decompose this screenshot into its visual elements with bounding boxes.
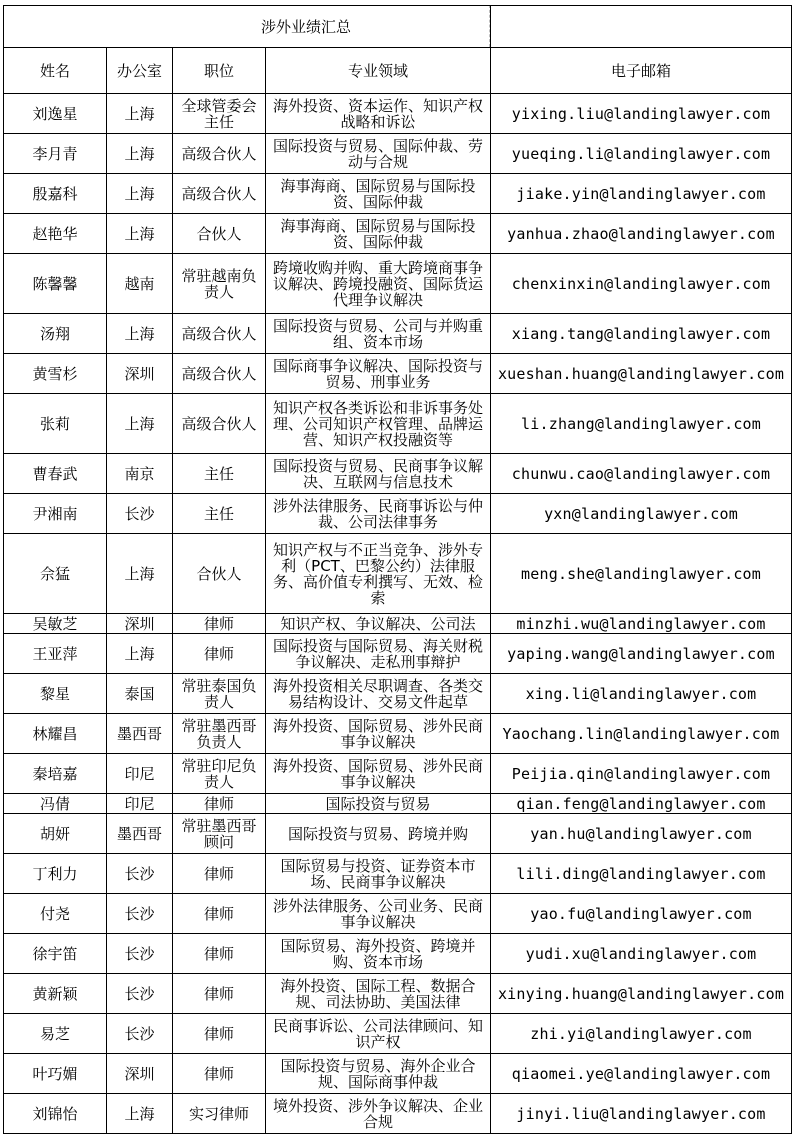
cell-name: 叶巧媚: [4, 1054, 107, 1094]
cell-email: yxn@landinglawyer.com: [491, 494, 792, 534]
cell-expertise: 民商事诉讼、公司法律顾问、知识产权: [266, 1014, 491, 1054]
cell-name: 殷嘉科: [4, 174, 107, 214]
header-email: 电子邮箱: [491, 48, 792, 94]
table-row: [4, 634, 792, 674]
table-row: [4, 794, 792, 814]
cell-name: 刘逸星: [4, 94, 107, 134]
header-row: [4, 48, 792, 94]
cell-position: 常驻越南负责人: [173, 254, 266, 314]
cell-email: meng.she@landinglawyer.com: [491, 534, 792, 614]
header-office: 办公室: [107, 48, 173, 94]
cell-expertise: 知识产权、争议解决、公司法: [266, 614, 491, 634]
cell-office: 上海: [107, 134, 173, 174]
cell-office: 墨西哥: [107, 714, 173, 754]
cell-office: 长沙: [107, 974, 173, 1014]
cell-email: Peijia.qin@landinglawyer.com: [491, 754, 792, 794]
cell-position: 律师: [173, 974, 266, 1014]
cell-office: 上海: [107, 1094, 173, 1134]
cell-email: qian.feng@landinglawyer.com: [491, 794, 792, 814]
cell-name: 冯倩: [4, 794, 107, 814]
cell-email: jinyi.liu@landinglawyer.com: [491, 1094, 792, 1134]
cell-office: 深圳: [107, 614, 173, 634]
cell-name: 曹春武: [4, 454, 107, 494]
cell-name: 张莉: [4, 394, 107, 454]
header-name: 姓名: [4, 48, 107, 94]
table-row: [4, 854, 792, 894]
cell-expertise: 国际商事争议解决、国际投资与贸易、刑事业务: [266, 354, 491, 394]
cell-name: 付尧: [4, 894, 107, 934]
cell-office: 泰国: [107, 674, 173, 714]
cell-expertise: 国际投资与贸易、民商事争议解决、互联网与信息技术: [266, 454, 491, 494]
table-row: [4, 814, 792, 854]
cell-office: 长沙: [107, 1014, 173, 1054]
cell-expertise: 涉外法律服务、民商事诉讼与仲裁、公司法律事务: [266, 494, 491, 534]
cell-office: 深圳: [107, 1054, 173, 1094]
cell-email: yao.fu@landinglawyer.com: [491, 894, 792, 934]
cell-email: yaping.wang@landinglawyer.com: [491, 634, 792, 674]
cell-email: yudi.xu@landinglawyer.com: [491, 934, 792, 974]
cell-office: 上海: [107, 214, 173, 254]
table-row: [4, 714, 792, 754]
table-row: [4, 254, 792, 314]
cell-email: xueshan.huang@landinglawyer.com: [491, 354, 792, 394]
table-row: [4, 214, 792, 254]
cell-expertise: 海外投资、资本运作、知识产权战略和诉讼: [266, 94, 491, 134]
cell-expertise: 国际投资与贸易、国际仲裁、劳动与合规: [266, 134, 491, 174]
table-row: [4, 134, 792, 174]
cell-position: 高级合伙人: [173, 314, 266, 354]
cell-email: zhi.yi@landinglawyer.com: [491, 1014, 792, 1054]
cell-position: 律师: [173, 794, 266, 814]
cell-name: 胡妍: [4, 814, 107, 854]
table-row: [4, 354, 792, 394]
cell-name: 黎星: [4, 674, 107, 714]
cell-office: 印尼: [107, 794, 173, 814]
cell-name: 刘锦怡: [4, 1094, 107, 1134]
cell-position: 律师: [173, 854, 266, 894]
cell-position: 律师: [173, 894, 266, 934]
cell-expertise: 知识产权各类诉讼和非诉事务处理、公司知识产权管理、品牌运营、知识产权投融资等: [266, 394, 491, 454]
header-position: 职位: [173, 48, 266, 94]
cell-position: 律师: [173, 634, 266, 674]
cell-name: 黄雪杉: [4, 354, 107, 394]
cell-expertise: 海外投资、国际贸易、涉外民商事争议解决: [266, 754, 491, 794]
table-row: [4, 934, 792, 974]
cell-position: 主任: [173, 454, 266, 494]
cell-expertise: 跨境收购并购、重大跨境商事争议解决、跨境投融资、国际货运代理争议解决: [266, 254, 491, 314]
cell-office: 上海: [107, 534, 173, 614]
cell-office: 上海: [107, 394, 173, 454]
cell-expertise: 国际投资与国际贸易、海关财税争议解决、走私刑事辩护: [266, 634, 491, 674]
cell-position: 合伙人: [173, 214, 266, 254]
cell-office: 墨西哥: [107, 814, 173, 854]
cell-position: 主任: [173, 494, 266, 534]
title-row: [4, 6, 792, 48]
table-row: [4, 894, 792, 934]
table-row: [4, 1014, 792, 1054]
table-row: [4, 614, 792, 634]
table-row: [4, 314, 792, 354]
cell-name: 汤翔: [4, 314, 107, 354]
cell-expertise: 国际投资与贸易、海外企业合规、国际商事仲裁: [266, 1054, 491, 1094]
cell-position: 合伙人: [173, 534, 266, 614]
cell-office: 上海: [107, 634, 173, 674]
cell-expertise: 海外投资、国际贸易、涉外民商事争议解决: [266, 714, 491, 754]
cell-email: chunwu.cao@landinglawyer.com: [491, 454, 792, 494]
cell-position: 全球管委会主任: [173, 94, 266, 134]
cell-position: 高级合伙人: [173, 354, 266, 394]
cell-office: 上海: [107, 174, 173, 214]
cell-expertise: 国际贸易、海外投资、跨境并购、资本市场: [266, 934, 491, 974]
cell-position: 常驻印尼负责人: [173, 754, 266, 794]
cell-position: 律师: [173, 1014, 266, 1054]
cell-position: 律师: [173, 934, 266, 974]
table-row: [4, 674, 792, 714]
cell-expertise: 国际投资与贸易: [266, 794, 491, 814]
cell-name: 林耀昌: [4, 714, 107, 754]
cell-office: 南京: [107, 454, 173, 494]
cell-email: qiaomei.ye@landinglawyer.com: [491, 1054, 792, 1094]
cell-email: xing.li@landinglawyer.com: [491, 674, 792, 714]
cell-expertise: 海外投资、国际工程、数据合规、司法协助、美国法律: [266, 974, 491, 1014]
title-empty-cell: [491, 6, 792, 48]
cell-office: 上海: [107, 314, 173, 354]
cell-email: xiang.tang@landinglawyer.com: [491, 314, 792, 354]
cell-name: 吴敏芝: [4, 614, 107, 634]
cell-position: 高级合伙人: [173, 134, 266, 174]
cell-position: 律师: [173, 614, 266, 634]
table-row: [4, 1094, 792, 1134]
cell-email: minzhi.wu@landinglawyer.com: [491, 614, 792, 634]
cell-name: 尹湘南: [4, 494, 107, 534]
cell-position: 常驻泰国负责人: [173, 674, 266, 714]
table-row: [4, 494, 792, 534]
table-title: 涉外业绩汇总: [4, 6, 491, 48]
cell-email: yixing.liu@landinglawyer.com: [491, 94, 792, 134]
header-expertise: 专业领域: [266, 48, 491, 94]
cell-email: lili.ding@landinglawyer.com: [491, 854, 792, 894]
cell-email: Yaochang.lin@landinglawyer.com: [491, 714, 792, 754]
cell-office: 长沙: [107, 894, 173, 934]
table-row: [4, 1054, 792, 1094]
cell-position: 高级合伙人: [173, 394, 266, 454]
cell-name: 丁利力: [4, 854, 107, 894]
cell-position: 高级合伙人: [173, 174, 266, 214]
cell-expertise: 国际投资与贸易、跨境并购: [266, 814, 491, 854]
cell-position: 实习律师: [173, 1094, 266, 1134]
cell-email: yueqing.li@landinglawyer.com: [491, 134, 792, 174]
cell-office: 印尼: [107, 754, 173, 794]
cell-name: 徐宇笛: [4, 934, 107, 974]
cell-name: 秦培嘉: [4, 754, 107, 794]
table-row: [4, 94, 792, 134]
cell-position: 律师: [173, 1054, 266, 1094]
cell-position: 常驻墨西哥负责人: [173, 714, 266, 754]
cell-position: 常驻墨西哥顾问: [173, 814, 266, 854]
cell-name: 李月青: [4, 134, 107, 174]
cell-email: jiake.yin@landinglawyer.com: [491, 174, 792, 214]
cell-email: yanhua.zhao@landinglawyer.com: [491, 214, 792, 254]
cell-name: 黄新颖: [4, 974, 107, 1014]
cell-name: 易芝: [4, 1014, 107, 1054]
cell-email: chenxinxin@landinglawyer.com: [491, 254, 792, 314]
table-row: [4, 394, 792, 454]
cell-name: 王亚萍: [4, 634, 107, 674]
overseas-lawyers-table: [3, 5, 792, 1134]
cell-expertise: 海事海商、国际贸易与国际投资、国际仲裁: [266, 174, 491, 214]
cell-expertise: 知识产权与不正当竞争、涉外专利（PCT、巴黎公约）法律服务、高价值专利撰写、无效、检索: [266, 534, 491, 614]
cell-name: 陈馨馨: [4, 254, 107, 314]
cell-expertise: 国际贸易与投资、证券资本市场、民商事争议解决: [266, 854, 491, 894]
cell-email: li.zhang@landinglawyer.com: [491, 394, 792, 454]
cell-expertise: 境外投资、涉外争议解决、企业合规: [266, 1094, 491, 1134]
cell-office: 长沙: [107, 934, 173, 974]
table-row: [4, 974, 792, 1014]
table-row: [4, 754, 792, 794]
cell-office: 长沙: [107, 854, 173, 894]
cell-expertise: 国际投资与贸易、公司与并购重组、资本市场: [266, 314, 491, 354]
cell-expertise: 海事海商、国际贸易与国际投资、国际仲裁: [266, 214, 491, 254]
table-row: [4, 454, 792, 494]
table-row: [4, 174, 792, 214]
cell-name: 赵艳华: [4, 214, 107, 254]
cell-expertise: 海外投资相关尽职调查、各类交易结构设计、交易文件起草: [266, 674, 491, 714]
cell-office: 深圳: [107, 354, 173, 394]
cell-office: 长沙: [107, 494, 173, 534]
cell-expertise: 涉外法律服务、公司业务、民商事争议解决: [266, 894, 491, 934]
cell-email: xinying.huang@landinglawyer.com: [491, 974, 792, 1014]
cell-office: 上海: [107, 94, 173, 134]
cell-email: yan.hu@landinglawyer.com: [491, 814, 792, 854]
cell-office: 越南: [107, 254, 173, 314]
table-row: [4, 534, 792, 614]
cell-name: 佘猛: [4, 534, 107, 614]
